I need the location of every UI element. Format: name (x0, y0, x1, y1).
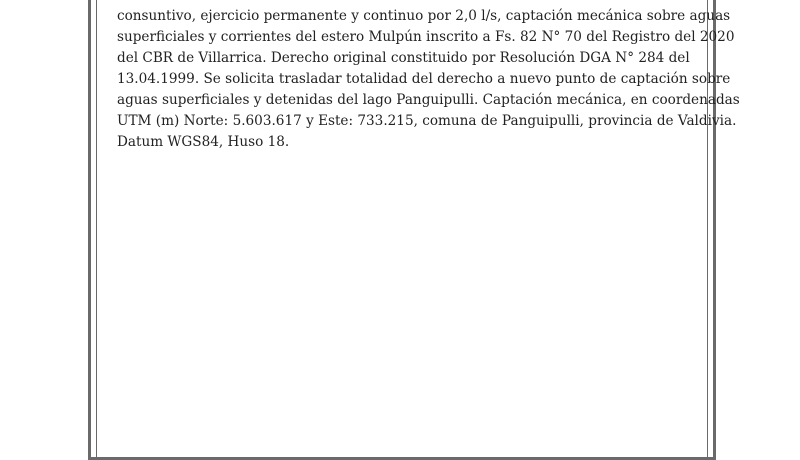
paragraph-line: superficiales y corrientes del estero Mulpún inscrito a Fs. 82 N° 70 del Registro del 2020 (117, 29, 735, 45)
paragraph-line: 13.04.1999. Se solicita trasladar totalidad del derecho a nuevo punto de captación sobre (117, 71, 731, 87)
paragraph-line: aguas superficiales y detenidas del lago Panguipulli. Captación mecánica, en coordenadas (117, 92, 740, 108)
body-paragraph (117, 0, 740, 153)
paragraph-line: consuntivo, ejercicio permanente y continuo por 2,0 l/s, captación mecánica sobre aguas (117, 8, 731, 24)
paragraph-line: del CBR de Villarrica. Derecho original constituido por Resolución DGA N° 284 del (117, 50, 690, 66)
paragraph-line: Datum WGS84, Huso 18. (117, 134, 290, 150)
paragraph-line: UTM (m) Norte: 5.603.617 y Este: 733.215, comuna de Panguipulli, provincia de Valdivia. (117, 113, 737, 129)
